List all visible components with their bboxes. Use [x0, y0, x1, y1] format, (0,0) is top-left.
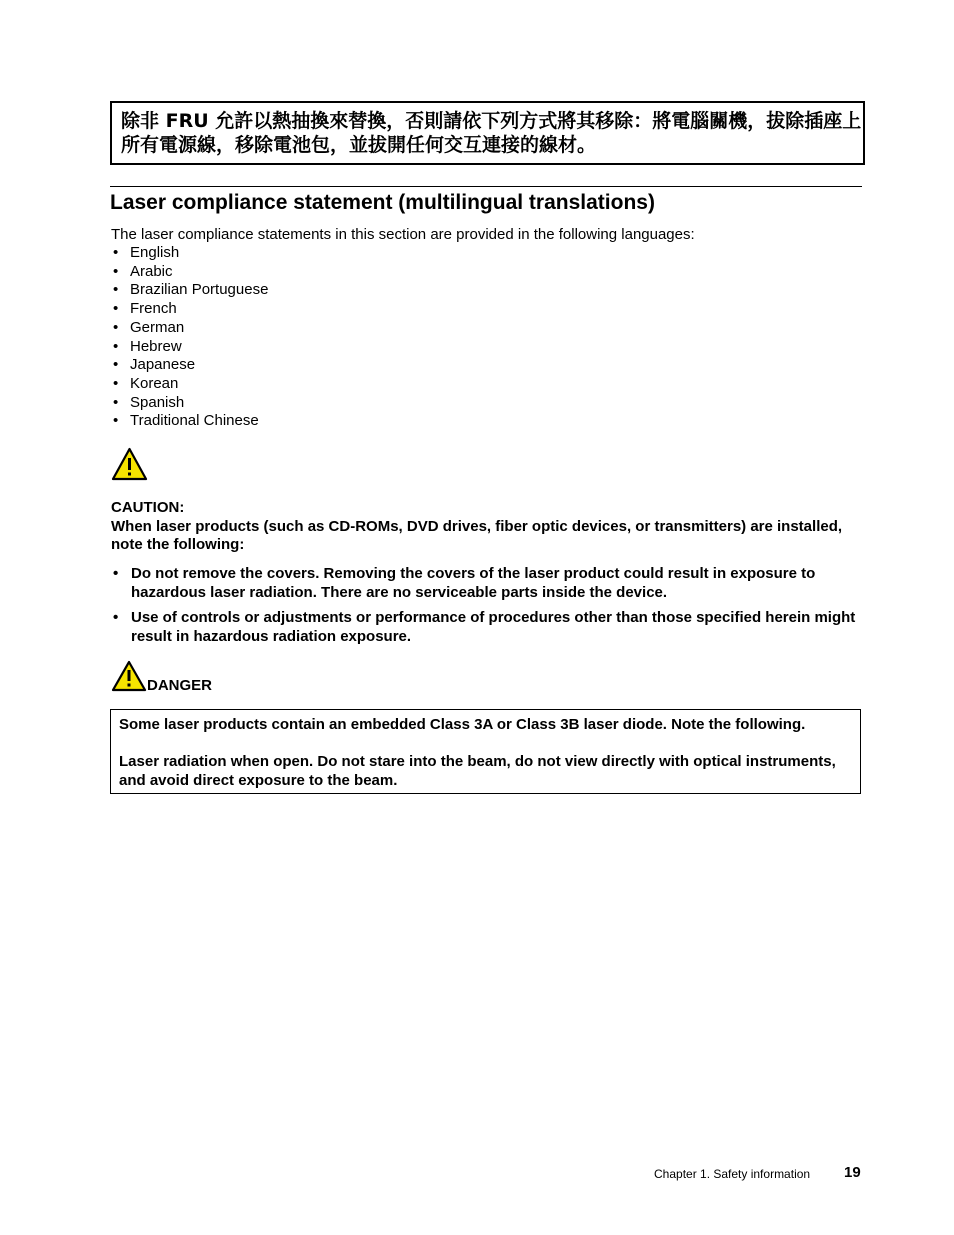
list-item: • Arabic [111, 263, 268, 282]
section-intro: The laser compliance statements in this section are provided in the following languages: [111, 226, 695, 243]
danger-label: DANGER [147, 677, 213, 694]
section-divider [110, 186, 862, 187]
warning-triangle-icon [111, 660, 147, 692]
list-item: • Do not remove the covers. Removing the covers of the laser product could result in exposure to hazardous laser radiation. There are no serviceable parts inside the device. [111, 564, 856, 602]
list-item: • Spanish [111, 394, 268, 413]
caution-list [111, 564, 856, 652]
list-item: • Hebrew [111, 338, 268, 357]
list-item: • English [111, 244, 268, 263]
page-number: 19 [844, 1164, 861, 1181]
footer-chapter: Chapter 1. Safety information [654, 1167, 811, 1181]
list-item: • Japanese [111, 356, 268, 375]
list-item: • Use of controls or adjustments or performance of procedures other than those specified herein might result in hazardous radiation exposure. [111, 608, 856, 646]
traditional-chinese-notice: 除非 FRU 允許以熱抽換來替換，否則請依下列方式將其移除：將電腦關機，拔除插座上所有電源線，移除電池包，並拔開任何交互連接的線材。 [110, 101, 865, 165]
danger-text: Laser radiation when open. Do not stare into the beam, do not view directly with optical instruments, and avoid direct exposure to the beam. [119, 753, 836, 789]
danger-text: Some laser products contain an embedded Class 3A or Class 3B laser diode. Note the following. [119, 716, 806, 733]
list-item: • Traditional Chinese [111, 412, 268, 431]
warning-triangle-icon [111, 447, 148, 481]
section-title: Laser compliance statement (multilingual translations) [110, 191, 655, 214]
list-item: • French [111, 300, 268, 319]
list-item: • Korean [111, 375, 268, 394]
danger-box [110, 709, 861, 794]
caution-intro: When laser products (such as CD-ROMs, DVD drives, fiber optic devices, or transmitters) are installed, note the following: [111, 517, 843, 553]
caution-label: CAUTION: [111, 499, 185, 516]
list-item: • German [111, 319, 268, 338]
caution-block [111, 499, 851, 555]
language-list [111, 244, 268, 431]
list-item: • Brazilian Portuguese [111, 281, 268, 300]
